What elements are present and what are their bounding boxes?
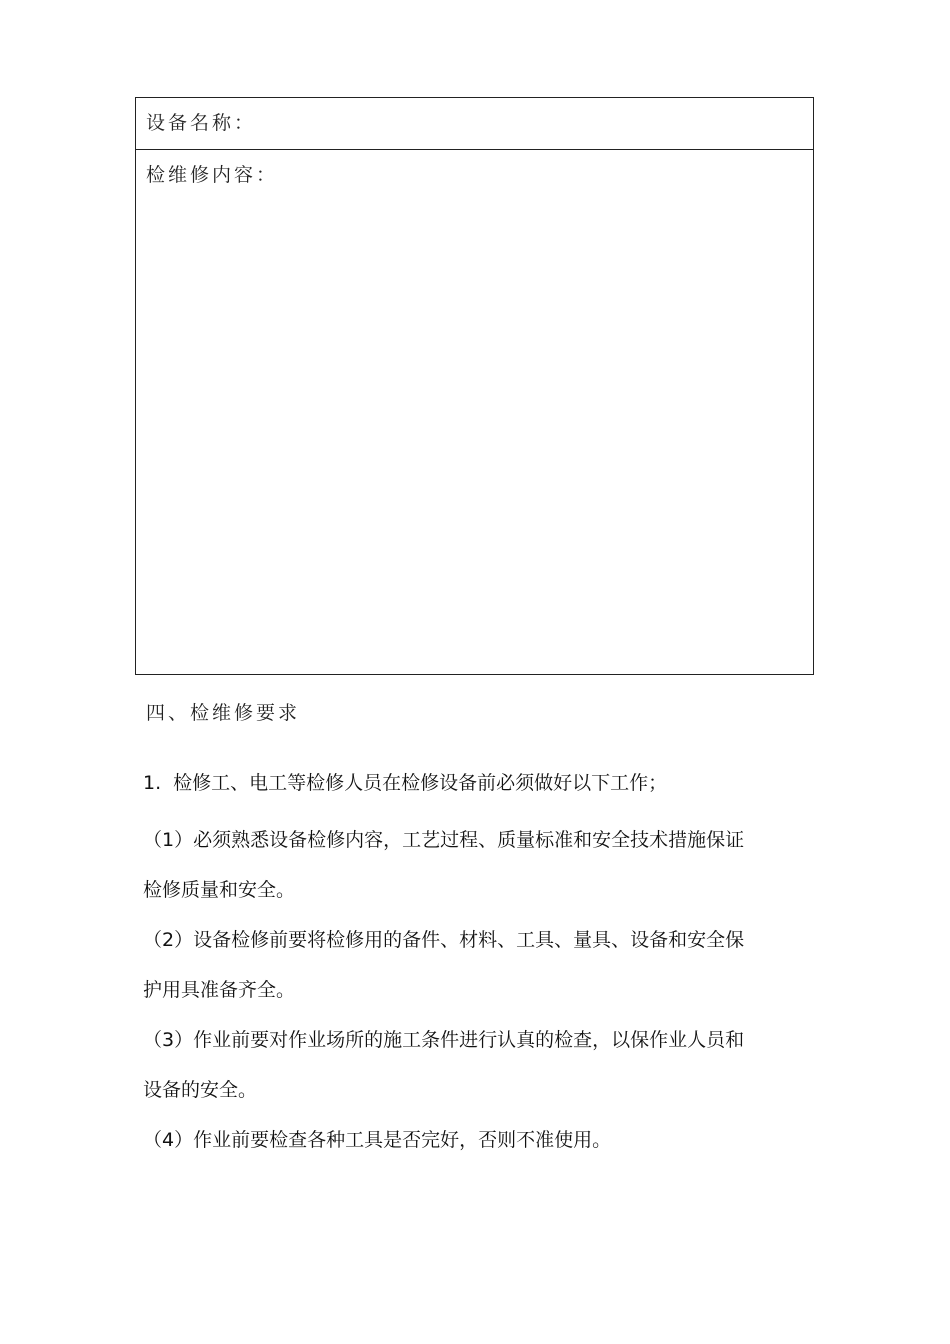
sub-item-1 bbox=[143, 815, 823, 915]
item-number: 1. bbox=[143, 772, 162, 794]
sub-item-line: （2）设备检修前要将检修用的备件、材料、工具、量具、设备和安全保 bbox=[143, 929, 745, 951]
sub-item-4 bbox=[143, 1115, 823, 1165]
sub-item-2 bbox=[143, 915, 823, 1015]
maintenance-content-label: 检维修内容： bbox=[146, 164, 279, 186]
sub-item-line: （1）必须熟悉设备检修内容，工艺过程、质量标准和安全技术措施保证 bbox=[143, 829, 745, 851]
item-text: 检修工、电工等检修人员在检修设备前必须做好以下工作； bbox=[173, 772, 668, 794]
sub-item-line: （4）作业前要检查各种工具是否完好，否则不准使用。 bbox=[143, 1129, 612, 1151]
sub-item-line: 设备的安全。 bbox=[143, 1079, 258, 1101]
sub-item-3 bbox=[143, 1015, 823, 1115]
device-name-label: 设备名称： bbox=[146, 112, 257, 134]
device-name-row bbox=[136, 98, 813, 150]
section-heading: 四、检维修要求 bbox=[146, 702, 301, 724]
maintenance-content-row bbox=[136, 150, 813, 674]
sub-item-line: 检修质量和安全。 bbox=[143, 879, 296, 901]
maintenance-form-table bbox=[135, 97, 814, 675]
sub-item-line: 护用具准备齐全。 bbox=[143, 979, 296, 1001]
requirement-item-1 bbox=[143, 758, 823, 808]
sub-item-line: （3）作业前要对作业场所的施工条件进行认真的检查，以保作业人员和 bbox=[143, 1029, 745, 1051]
